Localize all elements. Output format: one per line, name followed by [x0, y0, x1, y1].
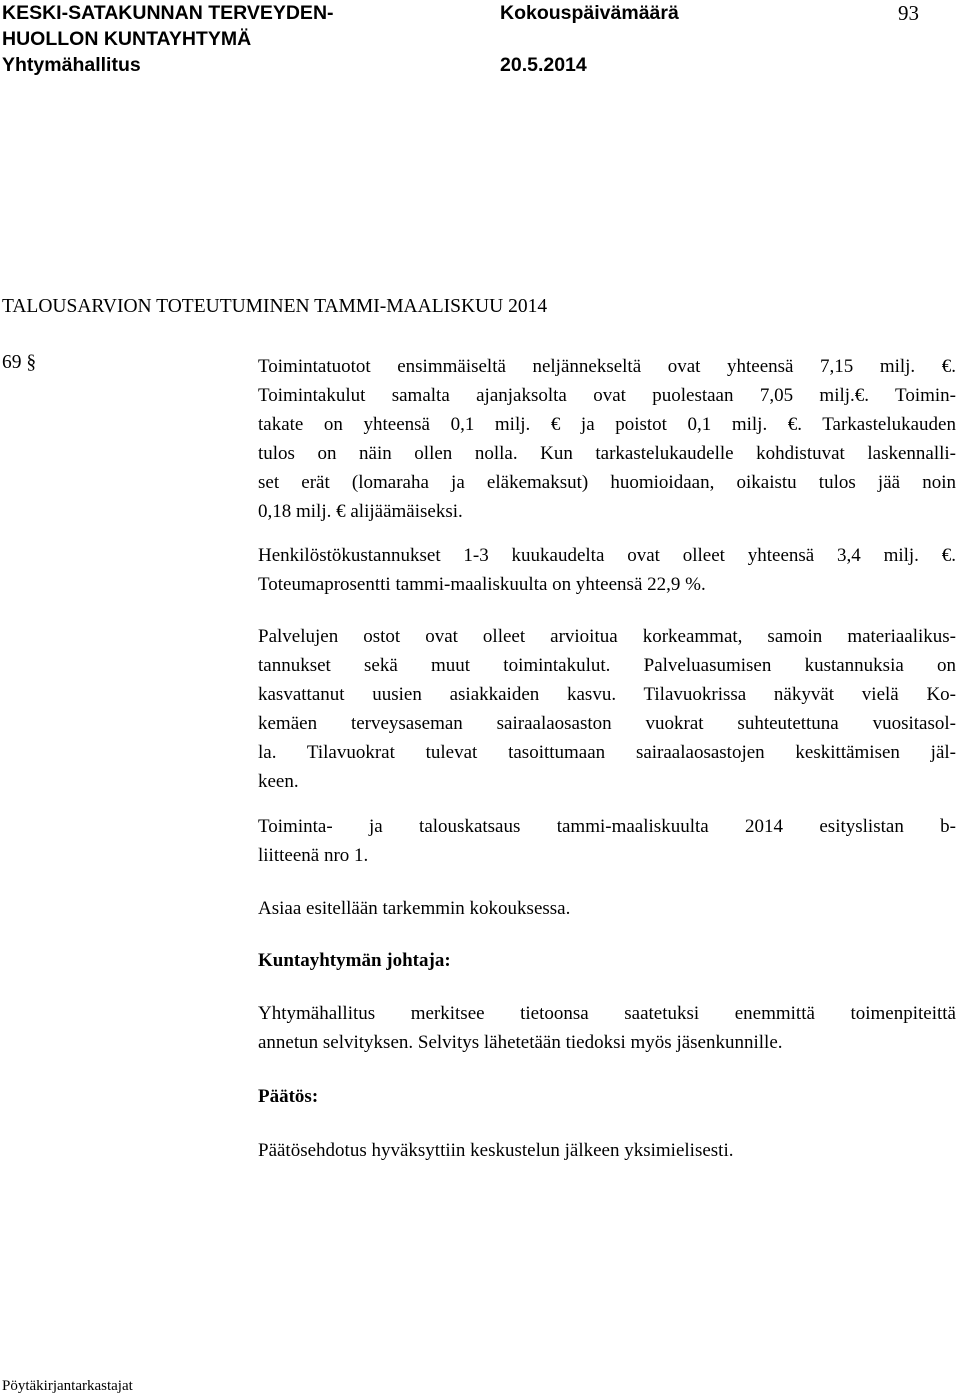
proposal-heading — [258, 946, 956, 975]
text-line: Päätösehdotus hyväksyttiin keskustelun jälkeen yksimielisesti. — [258, 1140, 734, 1161]
text-line: Toiminta- ja talouskatsaus tammi-maaliskuulta 2014 esityslistan b- — [258, 816, 956, 837]
paragraph-personnel-costs — [258, 541, 956, 599]
text-line: kasvattanut uusien asiakkaiden kasvu. Tilavuokrissa näkyvät vielä Ko- — [258, 684, 956, 705]
heading-text: Kuntayhtymän johtaja: — [258, 950, 451, 971]
text-line: Yhtymähallitus merkitsee tietoonsa saatetuksi enemmittä toimenpiteittä — [258, 1003, 956, 1024]
text-line: liitteenä nro 1. — [258, 845, 369, 866]
meeting-date-label: Kokouspäivämäärä — [500, 2, 679, 24]
meeting-date: 20.5.2014 — [500, 54, 587, 76]
text-line: takate on yhteensä 0,1 milj. € ja poistot 0,1 milj. €. Tarkastelukauden — [258, 414, 956, 435]
paragraph-presentation — [258, 894, 956, 923]
text-line: set erät (lomaraha ja eläkemaksut) huomioidaan, oikaistu tulos jää noin — [258, 472, 956, 493]
paragraph-decision — [258, 1136, 956, 1165]
text-line: Toimintakulut samalta ajanjaksolta ovat puolestaan 7,05 milj.€. Toimin- — [258, 385, 956, 406]
text-line: tulos on näin ollen nolla. Kun tarkastelukaudelle kohdistuvat laskennalli- — [258, 443, 956, 464]
organization-name-line1: KESKI-SATAKUNNAN TERVEYDEN- — [2, 2, 334, 24]
paragraph-purchased-services — [258, 622, 956, 796]
text-line: la. Tilavuokrat tulevat tasoittumaan sairaalaosastojen keskittämisen jäl- — [258, 742, 956, 763]
text-line: kemäen terveysaseman sairaalaosaston vuokrat suhteutettuna vuositasol- — [258, 713, 956, 734]
body-name: Yhtymähallitus — [2, 54, 141, 76]
heading-text: Päätös: — [258, 1086, 319, 1107]
footer-label: Pöytäkirjantarkastajat — [2, 1378, 133, 1394]
paragraph-proposal — [258, 999, 956, 1057]
text-line: tannukset sekä muut toimintakulut. Palveluasumisen kustannuksia on — [258, 655, 956, 676]
decision-heading — [258, 1082, 956, 1111]
text-line: Toteumaprosentti tammi-maaliskuulta on yhteensä 22,9 %. — [258, 574, 706, 595]
paragraph-financial-summary — [258, 352, 956, 526]
section-title: TALOUSARVION TOTEUTUMINEN TAMMI-MAALISKUU 2014 — [2, 296, 548, 317]
paragraph-attachment — [258, 812, 956, 870]
text-line: annetun selvityksen. Selvitys lähetetään tiedoksi myös jäsenkunnille. — [258, 1032, 783, 1053]
text-line: Toimintatuotot ensimmäiseltä neljännekseltä ovat yhteensä 7,15 milj. €. — [258, 356, 956, 377]
text-line: 0,18 milj. € alijäämäiseksi. — [258, 501, 463, 522]
section-number: 69 § — [2, 352, 37, 373]
organization-name-line2: HUOLLON KUNTAYHTYMÄ — [2, 28, 252, 50]
page-number: 93 — [898, 1, 919, 25]
text-line: Asiaa esitellään tarkemmin kokouksessa. — [258, 898, 571, 919]
text-line: Palvelujen ostot ovat olleet arvioitua korkeammat, samoin materiaalikus- — [258, 626, 956, 647]
text-line: keen. — [258, 771, 299, 792]
text-line: Henkilöstökustannukset 1-3 kuukaudelta ovat olleet yhteensä 3,4 milj. €. — [258, 545, 956, 566]
